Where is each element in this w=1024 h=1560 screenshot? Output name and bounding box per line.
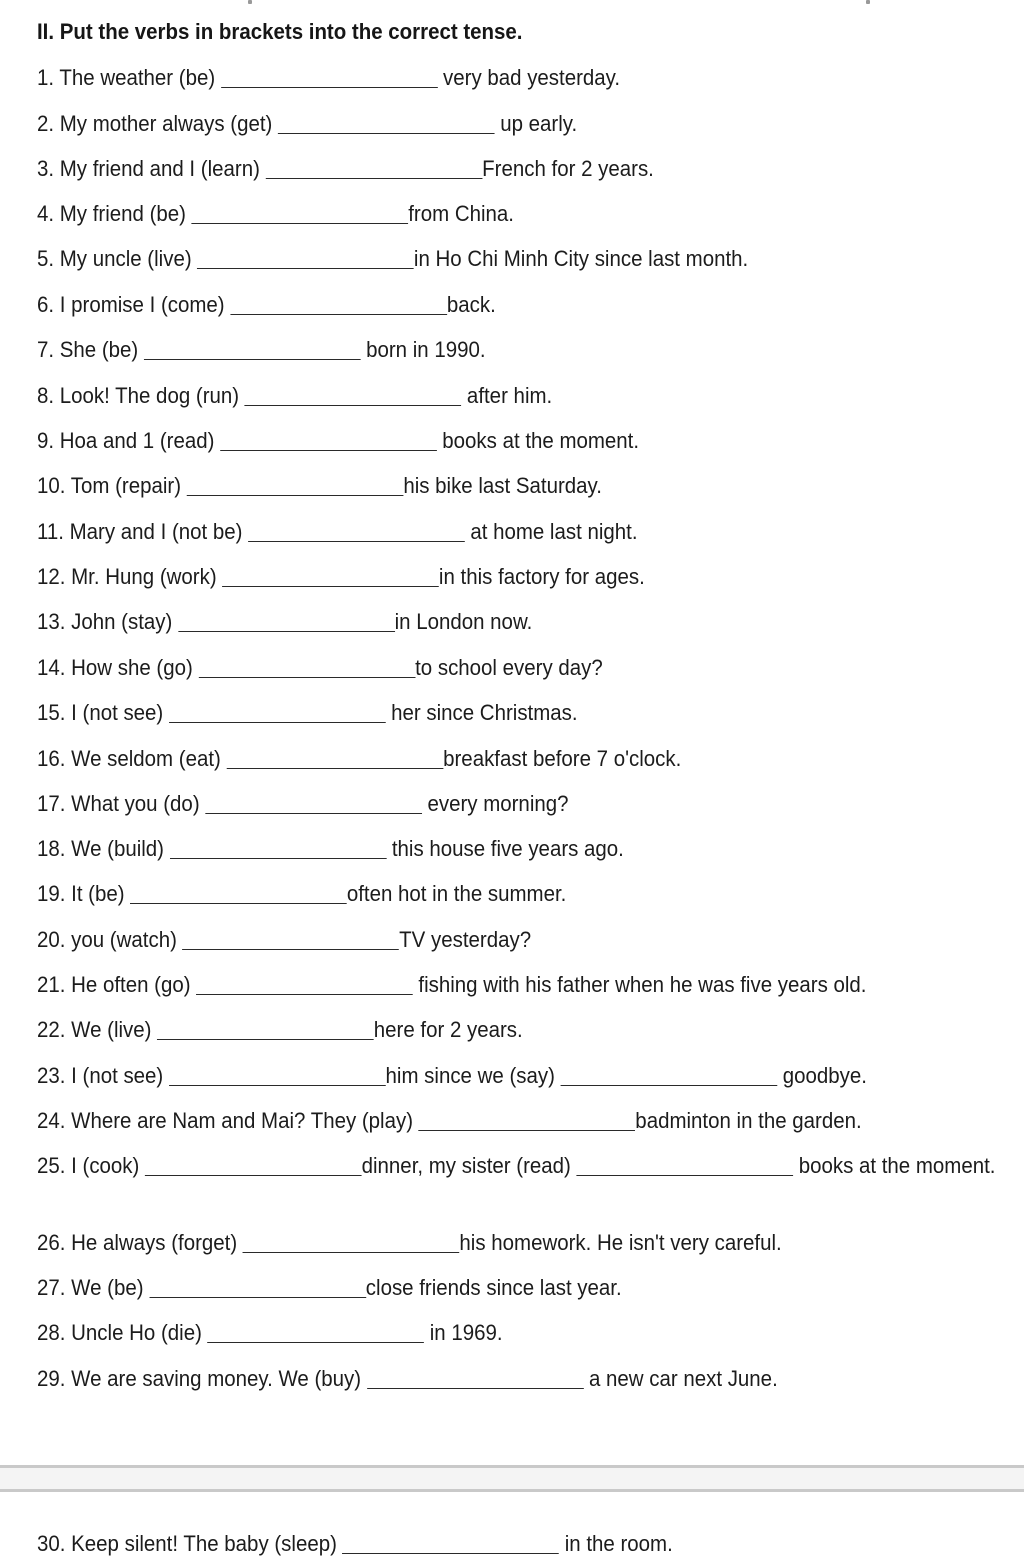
answer-blank[interactable] — [196, 974, 413, 995]
item-text: I (not see) — [71, 700, 164, 725]
item-number: 29. — [37, 1366, 72, 1391]
item-text: Where are Nam and Mai? They (play) — [71, 1108, 414, 1133]
exercise-item — [37, 789, 569, 819]
item-number: 12. — [37, 564, 72, 589]
answer-blank[interactable] — [207, 1322, 424, 1343]
item-text: How she (go) — [71, 655, 193, 680]
answer-blank[interactable] — [221, 67, 438, 88]
item-text: after him. — [466, 383, 553, 408]
answer-blank[interactable] — [245, 385, 462, 406]
exercise-item — [37, 970, 866, 1000]
item-text: him since we (say) — [385, 1063, 555, 1088]
exercise-item — [37, 1529, 673, 1559]
item-text: We (live) — [71, 1017, 152, 1042]
item-text: I (not see) — [71, 1063, 164, 1088]
item-text: The weather (be) — [59, 65, 216, 90]
item-text: We are saving money. We (buy) — [71, 1366, 362, 1391]
item-number: 11. — [37, 519, 70, 544]
exercise-item — [37, 925, 531, 955]
item-text: from China. — [408, 201, 515, 226]
item-text: dinner, my sister (read) — [361, 1153, 571, 1178]
answer-blank[interactable] — [145, 1155, 362, 1176]
item-text: very bad yesterday. — [443, 65, 621, 90]
item-text: books at the moment. — [442, 428, 640, 453]
item-text: up early. — [500, 111, 578, 136]
item-text: TV yesterday? — [399, 927, 532, 952]
answer-blank[interactable] — [169, 702, 386, 723]
item-number: 9. — [37, 428, 60, 453]
item-number: 23. — [37, 1063, 72, 1088]
item-number: 1. — [37, 65, 60, 90]
scan-artifact — [866, 0, 870, 4]
item-text: goodbye. — [782, 1063, 867, 1088]
item-text: a new car next June. — [588, 1366, 778, 1391]
item-text: It (be) — [71, 881, 125, 906]
item-text: What you (do) — [71, 791, 200, 816]
exercise-item — [37, 1273, 622, 1303]
item-text: born in 1990. — [366, 337, 486, 362]
item-text: I (cook) — [71, 1153, 140, 1178]
item-text: his bike last Saturday. — [403, 473, 602, 498]
item-text: She (be) — [59, 337, 139, 362]
item-text: Keep silent! The baby (sleep) — [71, 1531, 337, 1556]
answer-blank[interactable] — [342, 1533, 559, 1554]
answer-blank[interactable] — [144, 339, 361, 360]
item-text: We seldom (eat) — [71, 746, 221, 771]
answer-blank[interactable] — [248, 521, 465, 542]
exercise-item — [37, 154, 654, 184]
item-text: We (build) — [71, 836, 165, 861]
item-text: to school every day? — [415, 655, 603, 680]
item-number: 30. — [37, 1531, 72, 1556]
item-number: 20. — [37, 927, 72, 952]
item-text: He always (forget) — [71, 1230, 238, 1255]
answer-blank[interactable] — [367, 1368, 584, 1389]
exercise-item — [37, 290, 496, 320]
exercise-item — [37, 1364, 778, 1394]
item-text: in the room. — [564, 1531, 673, 1556]
item-text: you (watch) — [71, 927, 177, 952]
item-text: back. — [446, 292, 496, 317]
item-text: badminton in the garden. — [635, 1108, 862, 1133]
item-text: breakfast before 7 o'clock. — [443, 746, 682, 771]
item-text: Tom (repair) — [70, 473, 182, 498]
item-text: in 1969. — [429, 1320, 503, 1345]
exercise-item — [37, 698, 578, 728]
item-text: He often (go) — [71, 972, 191, 997]
item-text: every morning? — [427, 791, 569, 816]
answer-blank[interactable] — [149, 1277, 366, 1298]
answer-blank[interactable] — [419, 1110, 636, 1131]
item-text: Mr. Hung (work) — [71, 564, 217, 589]
exercise-item — [37, 426, 639, 456]
item-text: Mary and I (not be) — [69, 519, 243, 544]
answer-blank[interactable] — [205, 793, 422, 814]
item-number: 28. — [37, 1320, 72, 1345]
answer-blank[interactable] — [226, 748, 443, 769]
item-text: My uncle (live) — [59, 246, 192, 271]
item-number: 26. — [37, 1230, 72, 1255]
exercise-item — [37, 653, 603, 683]
answer-blank[interactable] — [198, 657, 415, 678]
item-number: 3. — [37, 156, 60, 181]
item-text: in this factory for ages. — [438, 564, 645, 589]
item-number: 4. — [37, 201, 60, 226]
exercise-item — [37, 335, 486, 365]
item-text: My friend (be) — [59, 201, 186, 226]
item-text: Hoa and 1 (read) — [59, 428, 215, 453]
item-text: My friend and I (learn) — [59, 156, 260, 181]
item-text: I promise I (come) — [59, 292, 225, 317]
item-text: close friends since last year. — [365, 1275, 622, 1300]
answer-blank[interactable] — [192, 203, 409, 224]
answer-blank[interactable] — [243, 1232, 460, 1253]
item-text: books at the moment. — [798, 1153, 996, 1178]
exercise-item — [37, 63, 620, 93]
exercise-item — [37, 471, 602, 501]
exercise-item — [37, 244, 748, 274]
answer-blank[interactable] — [187, 475, 404, 496]
answer-blank[interactable] — [220, 430, 437, 451]
exercise-item — [37, 607, 532, 637]
item-text: her since Christmas. — [391, 700, 578, 725]
item-text: My mother always (get) — [59, 111, 273, 136]
item-number: 7. — [37, 337, 60, 362]
exercise-item — [37, 1318, 503, 1348]
item-text: this house five years ago. — [391, 836, 624, 861]
exercise-item — [37, 1061, 867, 1091]
exercise-item — [37, 879, 566, 909]
answer-blank[interactable] — [576, 1155, 793, 1176]
item-text: French for 2 years. — [482, 156, 654, 181]
page-break — [0, 1465, 1024, 1492]
item-number: 25. — [37, 1153, 72, 1178]
item-text: John (stay) — [71, 609, 173, 634]
answer-blank[interactable] — [169, 1065, 386, 1086]
scan-artifact — [248, 0, 252, 4]
item-number: 6. — [37, 292, 60, 317]
item-number: 18. — [37, 836, 72, 861]
answer-blank[interactable] — [278, 113, 495, 134]
answer-blank[interactable] — [130, 883, 347, 904]
item-number: 24. — [37, 1108, 72, 1133]
item-number: 14. — [37, 655, 72, 680]
exercise-item — [37, 1151, 1023, 1182]
item-number: 22. — [37, 1017, 72, 1042]
exercise-heading: II. Put the verbs in brackets into the correct tense. — [37, 19, 523, 44]
item-number: 8. — [37, 383, 60, 408]
exercise-item — [37, 834, 624, 864]
answer-blank[interactable] — [561, 1065, 778, 1086]
item-number: 13. — [37, 609, 72, 634]
exercise-item — [37, 744, 681, 774]
item-text: in London now. — [394, 609, 533, 634]
exercise-item — [37, 109, 577, 139]
item-number: 5. — [37, 246, 60, 271]
exercise-item — [37, 517, 638, 547]
item-number: 21. — [37, 972, 72, 997]
item-number: 2. — [37, 111, 60, 136]
item-text: Uncle Ho (die) — [71, 1320, 202, 1345]
answer-blank[interactable] — [230, 294, 447, 315]
answer-blank[interactable] — [197, 248, 414, 269]
exercise-item — [37, 1015, 523, 1045]
item-text: here for 2 years. — [373, 1017, 523, 1042]
answer-blank[interactable] — [178, 611, 395, 632]
answer-blank[interactable] — [170, 838, 387, 859]
item-number: 15. — [37, 700, 72, 725]
answer-blank[interactable] — [182, 929, 399, 950]
exercise-item — [37, 199, 514, 229]
item-number: 17. — [37, 791, 72, 816]
item-text: Look! The dog (run) — [59, 383, 240, 408]
item-text: his homework. He isn't very careful. — [459, 1230, 782, 1255]
answer-blank[interactable] — [157, 1019, 374, 1040]
item-text: in Ho Chi Minh City since last month. — [413, 246, 749, 271]
answer-blank[interactable] — [222, 566, 439, 587]
answer-blank[interactable] — [265, 158, 482, 179]
item-number: 10. — [37, 473, 71, 498]
item-text: often hot in the summer. — [346, 881, 567, 906]
item-text: fishing with his father when he was five years old. — [418, 972, 867, 997]
item-text: at home last night. — [470, 519, 638, 544]
item-number: 16. — [37, 746, 72, 771]
exercise-item — [37, 562, 645, 592]
exercise-item — [37, 1106, 862, 1136]
item-number: 27. — [37, 1275, 72, 1300]
item-text: We (be) — [71, 1275, 144, 1300]
exercise-item — [37, 1228, 782, 1258]
item-number: 19. — [37, 881, 72, 906]
exercise-item — [37, 381, 552, 411]
